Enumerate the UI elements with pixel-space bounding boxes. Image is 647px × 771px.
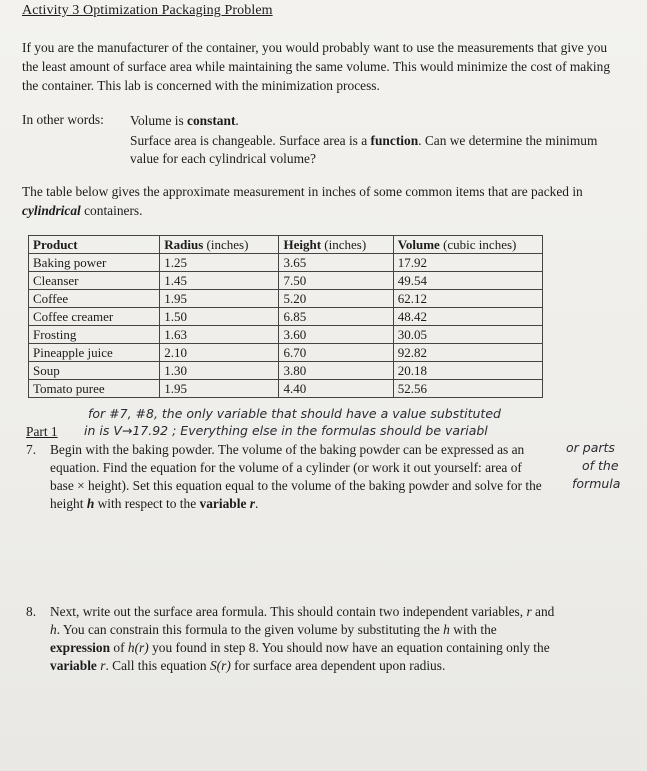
- other-words-text: [130, 112, 610, 168]
- cell-product: Baking power: [29, 254, 160, 272]
- cell-volume: 62.12: [393, 290, 542, 308]
- table-row: [29, 344, 543, 362]
- cell-product: Soup: [29, 362, 160, 380]
- cell-radius: 1.45: [160, 272, 279, 290]
- cell-radius: 2.10: [160, 344, 279, 362]
- cell-product: Cleanser: [29, 272, 160, 290]
- table-header-row: [29, 236, 543, 254]
- header-height: Height (inches): [279, 236, 393, 254]
- cell-height: 3.65: [279, 254, 393, 272]
- part1-heading: Part 1: [26, 424, 58, 439]
- intro-paragraph: If you are the manufacturer of the container, you would probably want to use the measurements that give you the least amount of surface area while maintaining the same volume. This would minimize the cost of making the container. This lab is concerned with the minimization process.: [22, 40, 611, 93]
- cell-height: 5.20: [279, 290, 393, 308]
- cell-height: 6.85: [279, 308, 393, 326]
- table-row: [29, 290, 543, 308]
- header-product: Product: [29, 236, 160, 254]
- question-8: [26, 603, 556, 675]
- cell-radius: 1.95: [160, 290, 279, 308]
- handwritten-side-note-3: formula: [572, 476, 621, 491]
- cell-product: Tomato puree: [29, 380, 160, 398]
- table-row: [29, 308, 543, 326]
- cell-volume: 52.56: [393, 380, 542, 398]
- header-volume: Volume (cubic inches): [393, 236, 542, 254]
- cell-radius: 1.25: [160, 254, 279, 272]
- question-number: 7.: [26, 442, 37, 457]
- cell-radius: 1.30: [160, 362, 279, 380]
- table-row: [29, 380, 543, 398]
- cell-radius: 1.50: [160, 308, 279, 326]
- volume-constant-line: Volume is constant.: [130, 113, 239, 128]
- cell-volume: 20.18: [393, 362, 542, 380]
- cell-volume: 30.05: [393, 326, 542, 344]
- question-8-text: Next, write out the surface area formula. This should contain two independent variables, r and h. You can constrain this formula to the given volume by substituting the h with the expression of h(r) you found in step 8. You should now have an equation containing only the variable r. Call this equation S(r) for surface area dependent upon radius.: [50, 604, 555, 673]
- cell-height: 6.70: [279, 344, 393, 362]
- handwritten-side-note-2: of the: [582, 458, 619, 473]
- handwritten-note-line1: for #7, #8, the only variable that should have a value substituted: [88, 406, 501, 421]
- table-row: [29, 362, 543, 380]
- table-row: [29, 272, 543, 290]
- cell-height: 3.60: [279, 326, 393, 344]
- surface-area-line: Surface area is changeable. Surface area is a function. Can we determine the minimum value for each cylindrical volume?: [130, 133, 598, 166]
- header-radius: Radius (inches): [160, 236, 279, 254]
- question-7-text: Begin with the baking powder. The volume of the baking powder can be expressed as an equation. Find the equation for the volume of a cylinder (or work it out yourself: area of base × height). Set this equation equal to the volume of the baking powder and solve for the height h with respect to the variable r.: [50, 442, 542, 511]
- cell-height: 4.40: [279, 380, 393, 398]
- cell-product: Coffee creamer: [29, 308, 160, 326]
- cell-volume: 17.92: [393, 254, 542, 272]
- cell-product: Frosting: [29, 326, 160, 344]
- page-title: Activity 3 Optimization Packaging Problem: [22, 3, 273, 18]
- cell-radius: 1.95: [160, 380, 279, 398]
- cell-height: 3.80: [279, 362, 393, 380]
- table-row: [29, 254, 543, 272]
- handwritten-side-note-1: or parts: [566, 440, 615, 455]
- cell-product: Pineapple juice: [29, 344, 160, 362]
- cell-volume: 49.54: [393, 272, 542, 290]
- table-row: [29, 326, 543, 344]
- other-words-label: In other words:: [22, 112, 104, 127]
- cell-product: Coffee: [29, 290, 160, 308]
- cell-volume: 48.42: [393, 308, 542, 326]
- container-table: [28, 235, 543, 398]
- cell-height: 7.50: [279, 272, 393, 290]
- cell-volume: 92.82: [393, 344, 542, 362]
- question-number: 8.: [26, 604, 37, 619]
- table-intro: The table below gives the approximate measurement in inches of some common items that are packed in cylindrical containers.: [22, 184, 583, 218]
- cell-radius: 1.63: [160, 326, 279, 344]
- question-7: [26, 441, 546, 513]
- handwritten-note-line2: in is V→17.92 ; Everything else in the formulas should be variabl: [84, 423, 488, 438]
